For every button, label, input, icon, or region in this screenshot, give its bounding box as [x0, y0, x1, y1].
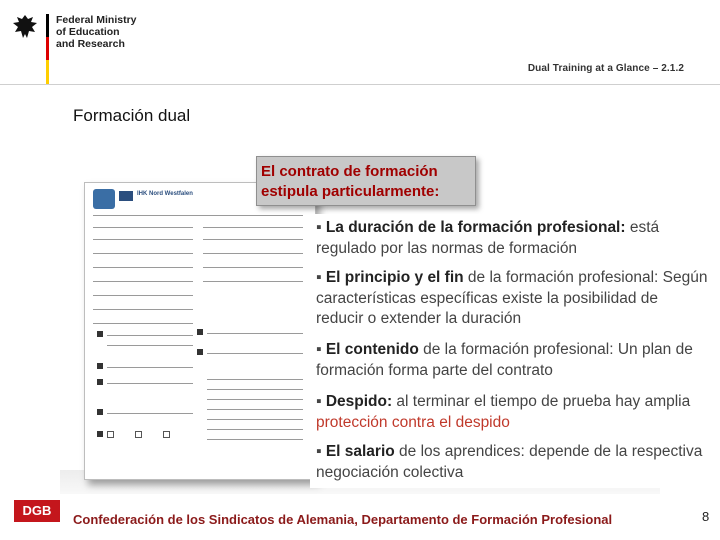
flag-stripe — [46, 14, 49, 84]
form-line — [93, 309, 193, 310]
form-line — [93, 239, 193, 240]
form-line — [93, 227, 193, 228]
form-line — [93, 267, 193, 268]
form-line — [207, 419, 303, 420]
federal-eagle-icon — [10, 12, 40, 42]
form-checkbox — [135, 431, 142, 438]
form-section-marker — [97, 409, 103, 415]
form-line — [107, 335, 193, 336]
form-line — [93, 215, 213, 216]
form-line — [207, 353, 303, 354]
form-line — [93, 295, 193, 296]
contract-form-image — [84, 182, 316, 480]
form-line — [203, 281, 303, 282]
form-line — [203, 253, 303, 254]
form-line — [107, 345, 193, 346]
form-line — [107, 367, 193, 368]
form-section-marker — [197, 349, 203, 355]
form-line — [207, 429, 303, 430]
form-checkbox — [107, 431, 114, 438]
section-label: Dual Training at a Glance – 2.1.2 — [527, 63, 684, 74]
form-logo-icon — [93, 189, 115, 209]
ihk-logo-icon — [119, 191, 133, 201]
bullet-item: ▪ El contenido de la formación profesional: Un plan de formación forma parte del contrato — [316, 341, 693, 379]
form-line — [93, 323, 193, 324]
form-line — [207, 409, 303, 410]
form-line — [203, 227, 303, 228]
page-number: 8 — [702, 509, 710, 524]
form-line — [203, 267, 303, 268]
form-line — [203, 215, 303, 216]
bullet-list — [310, 214, 714, 488]
callout-text: El contrato de formación estipula particularmente: — [261, 163, 440, 200]
bullet-item: ▪ El salario de los aprendices: depende de la respectiva negociación colectiva — [316, 443, 703, 481]
form-section-marker — [97, 431, 103, 437]
bullet-item: ▪ La duración de la formación profesional: está regulado por las normas de formación — [316, 219, 660, 257]
slide-title: Formación dual — [73, 106, 191, 125]
ministry-name: Federal Ministry of Education and Research — [56, 14, 137, 50]
form-line — [207, 399, 303, 400]
bullet-item: ▪ Despido: al terminar el tiempo de prueba hay amplia protección contra el despido — [316, 393, 691, 431]
form-line — [107, 413, 193, 414]
form-line — [207, 379, 303, 380]
header-divider — [0, 84, 720, 85]
form-line — [207, 389, 303, 390]
form-line — [107, 383, 193, 384]
form-section-marker — [197, 329, 203, 335]
form-section-marker — [97, 379, 103, 385]
footer-text: Confederación de los Sindicatos de Alemania, Departamento de Formación Profesional — [73, 512, 613, 527]
callout-box — [256, 156, 476, 206]
dgb-logo: DGB — [14, 500, 60, 522]
form-line — [203, 239, 303, 240]
bullet-item: ▪ El principio y el fin de la formación profesional: Según características específicas existe la posibilidad de reducir o extender la duración — [316, 269, 708, 327]
form-section-marker — [97, 331, 103, 337]
form-line — [207, 439, 303, 440]
form-checkbox — [163, 431, 170, 438]
bmbf-logo — [10, 12, 150, 72]
form-line — [93, 253, 193, 254]
form-header-text: IHK Nord Westfalen — [137, 191, 193, 197]
form-section-marker — [97, 363, 103, 369]
form-line — [93, 281, 193, 282]
form-line — [207, 333, 303, 334]
